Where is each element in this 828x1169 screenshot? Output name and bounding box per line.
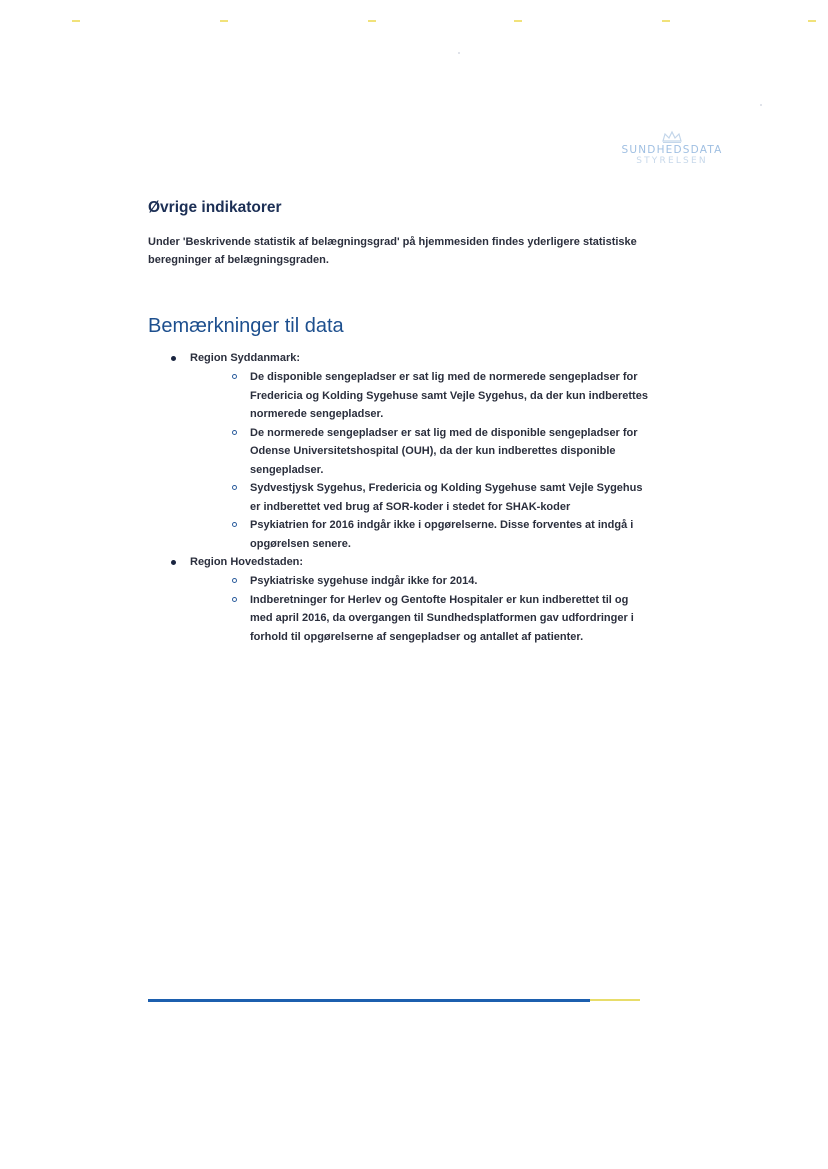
circle-bullet-icon <box>232 578 237 583</box>
list-item-text: Indberetninger for Herlev og Gentofte Hospitaler er kun indberettet til og med april 2016, da overgangen til Sundhedsplatformen gav udfordringer i forhold til opgørelserne af sengepladser og antallet af patienter. <box>250 593 634 643</box>
region-item-syddanmark <box>168 349 648 553</box>
circle-bullet-icon <box>232 597 237 602</box>
footer-rule <box>148 999 640 1003</box>
list-item-text: Psykiatriske sygehuse indgår ikke for 2014. <box>250 575 478 587</box>
section-heading: Øvrige indikatorer <box>148 199 282 216</box>
list-item-text: Sydvestjysk Sygehus, Fredericia og Kolding Sygehuse samt Vejle Sygehus er indberettet ved brug af SOR-koder i stedet for SHAK-koder <box>250 482 643 513</box>
logo-subname: STYRELSEN <box>636 156 708 166</box>
bullet-icon <box>171 356 176 361</box>
list-item-text: De disponible sengepladser er sat lig med de normerede sengepladser for Fredericia og Kolding Sygehuse samt Vejle Sygehus, da der kun indberettes normerede sengepladser. <box>250 371 648 420</box>
remarks-list <box>168 349 648 646</box>
list-item <box>230 591 648 647</box>
circle-bullet-icon <box>232 430 237 435</box>
footer-rule-yellow <box>590 999 640 1001</box>
list-item-text: Psykiatrien for 2016 indgår ikke i opgørelserne. Disse forventes at indgå i opgørelsen senere. <box>250 519 634 550</box>
region-item-hovedstaden <box>168 553 648 646</box>
crown-icon <box>660 130 684 144</box>
list-item <box>230 424 648 480</box>
remarks-title: Bemærkninger til data <box>148 315 344 337</box>
bullet-icon <box>171 560 176 565</box>
intro-paragraph: Under 'Beskrivende statistik af belægningsgrad' på hjemmesiden findes yderligere statistiske beregninger af belægningsgraden. <box>148 236 637 266</box>
list-item <box>230 479 648 516</box>
list-item <box>230 516 648 553</box>
list-item <box>230 572 648 591</box>
list-item-text: De normerede sengepladser er sat lig med de disponible sengepladser for Odense Universitetshospital (OUH), da der kun indberettes disponible sengepladser. <box>250 426 638 476</box>
scan-artifact-dashes <box>60 20 820 26</box>
scan-speck <box>760 104 762 106</box>
circle-bullet-icon <box>232 522 237 527</box>
sundhedsdata-logo <box>612 130 732 174</box>
region-label: Region Hovedstaden: <box>190 556 304 568</box>
list-item <box>230 368 648 424</box>
sub-list <box>230 572 648 646</box>
region-label: Region Syddanmark: <box>190 352 301 364</box>
footer-rule-blue <box>148 999 590 1002</box>
logo-name: SUNDHEDSDATA <box>621 144 723 156</box>
circle-bullet-icon <box>232 374 237 379</box>
circle-bullet-icon <box>232 485 237 490</box>
sub-list <box>230 368 648 553</box>
scan-speck <box>458 52 460 54</box>
